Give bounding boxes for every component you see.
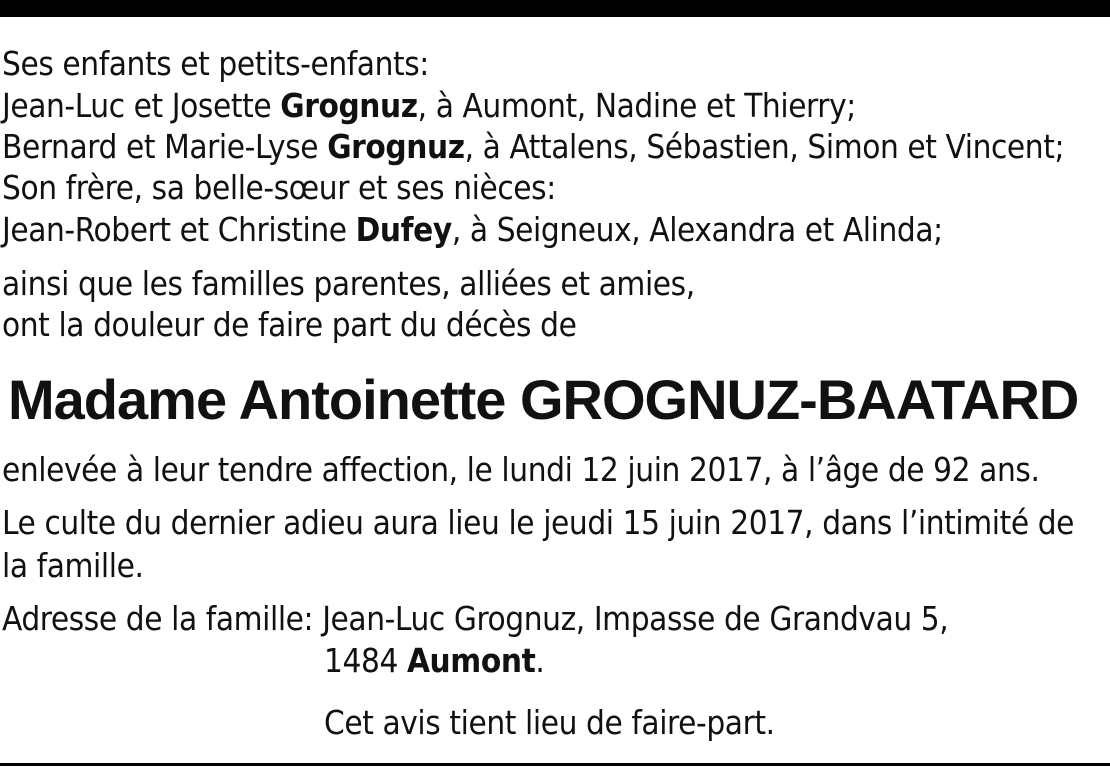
- address-text-1: Adresse de la famille: Jean-Luc Grognuz, Impasse de Grandvau 5,: [2, 599, 949, 638]
- bottom-rule: [0, 763, 1110, 766]
- family-1-names: Jean-Luc et Josette: [2, 86, 281, 125]
- top-rule: [0, 0, 1110, 17]
- postal-code: 1484: [324, 641, 407, 680]
- service-text-1: Le culte du dernier adieu aura lieu le jeudi 15 juin 2017, dans l’intimité de: [2, 503, 1075, 542]
- family-line-2: [2, 127, 1064, 167]
- family-2-surname: Grognuz: [327, 127, 465, 166]
- family-2-details: , à Attalens, Sébastien, Simon et Vincent;: [464, 127, 1065, 166]
- address-line-1: [2, 599, 948, 639]
- announcement-line: [2, 305, 576, 345]
- service-line-2: [2, 546, 143, 586]
- closing-line: [324, 703, 775, 743]
- sibling-intro-text: Son frère, sa belle-sœur et ses nièces:: [2, 168, 556, 207]
- children-intro-text: Ses enfants et petits-enfants:: [2, 44, 429, 83]
- address-line-2: [324, 641, 544, 681]
- service-text-2: la famille.: [2, 546, 144, 585]
- closing-text: Cet avis tient lieu de faire-part.: [324, 703, 775, 742]
- death-line: [2, 450, 1040, 490]
- relatives-text: ainsi que les familles parentes, alliées et amies,: [2, 264, 695, 303]
- family-3-details: , à Seigneux, Alexandra et Alinda;: [451, 210, 943, 249]
- address-town: Aumont: [406, 641, 536, 680]
- service-line-1: [2, 503, 1074, 543]
- family-line-3: [2, 210, 943, 250]
- family-1-details: , à Aumont, Nadine et Thierry;: [417, 86, 856, 125]
- announcement-text: ont la douleur de faire part du décès de: [2, 305, 577, 344]
- relatives-line: [2, 264, 695, 304]
- family-1-surname: Grognuz: [280, 86, 418, 125]
- address-period: .: [535, 641, 545, 680]
- children-intro: [2, 44, 429, 84]
- family-3-names: Jean-Robert et Christine: [2, 210, 356, 249]
- death-text: enlevée à leur tendre affection, le lundi 12 juin 2017, à l’âge de 92 ans.: [2, 450, 1040, 489]
- sibling-intro: [2, 168, 556, 208]
- family-2-names: Bernard et Marie-Lyse: [2, 127, 328, 166]
- deceased-name: Madame Antoinette GROGNUZ-BAATARD: [8, 368, 1079, 431]
- family-3-surname: Dufey: [355, 210, 452, 249]
- family-line-1: [2, 86, 856, 126]
